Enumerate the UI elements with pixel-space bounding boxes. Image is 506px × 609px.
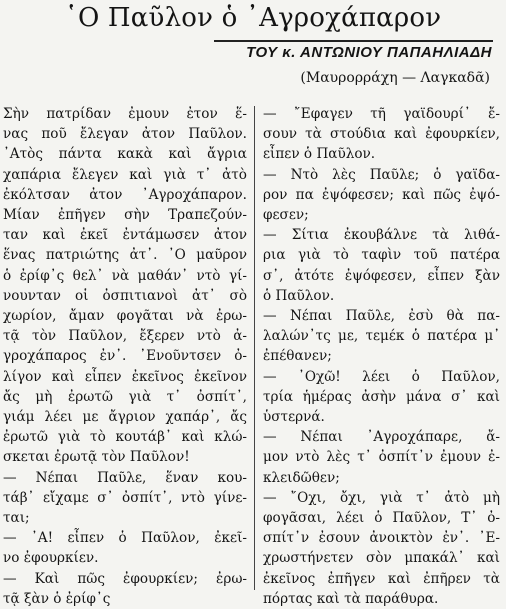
text-line: — Καὶ πῶς ἐφουρκίεν; ἐρω-	[3, 570, 247, 587]
text-line: — Ντὸ λὲς Παῦλε; ὁ γαϊδα-	[263, 166, 500, 183]
text-line: μον ντὸ λὲς τ᾿ ὀσπίτ᾿ν ἐμουν ἐ-	[263, 449, 500, 466]
text-line: — Νέπαι Παῦλε, ἐσὺ θὰ πα-	[263, 308, 500, 325]
text-line: ἄς μὴ ἐρωτῶ γιὰ τ᾿ ὀσπίτ᾿,	[3, 388, 247, 405]
text-line: χρωστήνετεν σὸν μπακάλ᾿ καὶ	[263, 550, 500, 567]
text-line: ὁ ἐρίφ᾿ς θελ᾿ νὰ μαθάν᾿ ντὸ γί-	[3, 267, 247, 284]
text-line: φεσεν;	[263, 207, 309, 224]
text-line: σπίτ᾿ν ἐσουν ἀνοικτὸν ἐν᾿. ᾿Ε-	[263, 530, 500, 547]
text-line: — ᾿Οχῶ! λέει ὁ Παῦλον,	[263, 368, 500, 385]
author-byline: ΤΟΥ κ. ΑΝΤΩΝΙΟΥ ΠΑΠΑΗΛΙΑΔΗ	[246, 44, 492, 61]
text-line: ὁ Παῦλον.	[263, 287, 335, 304]
article-title: ῾Ο Παῦλον ὁ ᾿Αγροχάπαρον	[64, 3, 442, 33]
text-line: ᾿Ατὸς πάντα κακὰ καὶ ἄγρια	[3, 146, 247, 163]
left-column	[3, 104, 247, 609]
text-line: γροχάπαρος ἐν᾿. ᾿Ενοῦντσεν ὀ-	[3, 348, 247, 365]
right-column	[263, 104, 500, 609]
text-line: τάβ᾿ εἴχαμε σ᾿ ὀσπίτ᾿, ντὸ γίνε-	[3, 489, 247, 506]
text-line: σκεται ἐρωτᾷ τὸν Παῦλον!	[3, 449, 190, 466]
text-line: — ῎Οχι, ὄχι, γιὰ τ᾿ ἀτὸ μὴ	[263, 489, 500, 506]
text-line: χωρίον, ἄμαν φογᾶται νὰ ἐρω-	[3, 308, 247, 325]
text-line: ταν καὶ ἐκεῖ ἐντάμωσεν ἀτον	[3, 227, 247, 244]
text-line: νας ποῦ ἔλεγαν ἀτον Παῦλον.	[3, 126, 247, 143]
author-location: (Μαυρορράχη — Λαγκαδᾶ)	[300, 70, 490, 86]
text-line: Σὴν πατρίδαν ἐμουν ἐτον ἕ-	[3, 106, 247, 122]
text-line: τᾷ τὸν Παῦλον, ἔξερεν ντὸ ἀ-	[3, 328, 247, 345]
text-line: χαπάρια ἔλεγεν καὶ γιὰ τ᾿ ἀτὸ	[3, 166, 247, 183]
text-line: λαλών᾿τς με, τεμέκ ὁ πατέρα μ᾿	[263, 328, 500, 345]
text-line: κλειδῶθεν;	[263, 469, 340, 486]
text-line: τᾷ ξὰν ὁ ἐρίφ᾿ς	[3, 590, 111, 607]
text-line: νο ἐφουρκίεν.	[3, 550, 99, 567]
text-line: — ᾿Α! εἶπεν ὁ Παῦλον, ἐκεῖ-	[3, 530, 247, 547]
text-line: ρια γιὰ τὸ ταφὶν τοῦ πατέρα	[263, 247, 500, 264]
text-line: ἐρωτῶ γιὰ τὸ κουτάβ᾿ καὶ κλώ-	[3, 429, 247, 446]
text-line: Μίαν ἐπῆγεν σὴν Τραπεζούν-	[3, 207, 247, 224]
column-divider	[254, 106, 255, 590]
text-line: σ᾿, ἀτότε ἐψόφεσεν, εἶπεν ξὰν	[263, 267, 500, 284]
text-line: λίγον καὶ εἶπεν ἐκεῖνος ἐκεῖνον	[3, 368, 247, 385]
text-line: εἶπεν ὁ Παῦλον.	[263, 146, 376, 163]
text-line: — Σίτια ἐκουβάλνε τὰ λιθά-	[263, 227, 500, 244]
text-line: τρία ἡμέρας ἀσὴν μάνα σ᾿ καὶ	[263, 388, 500, 405]
title-rule	[214, 40, 493, 42]
text-line: γιάμ λέει με ἄγριον χαπάρ᾿, ἄς	[3, 409, 247, 426]
text-line: ἐκόλτσαν ἀτον ᾿Αγροχάπαρον.	[3, 186, 247, 203]
text-line: ται;	[3, 510, 30, 527]
text-line: φογᾶσαι, λέει ὁ Παῦλον, Τ᾿ ὀ-	[263, 510, 500, 527]
text-line: ρον πα ἐψόφεσεν; καὶ πῶς ἐψό-	[263, 186, 500, 203]
text-line: πόρτας καὶ τὰ παράθυρα.	[263, 590, 439, 607]
text-line: ἐπέθανεν;	[263, 348, 332, 365]
text-line: ὑστερνά.	[263, 409, 325, 426]
text-line: ἐκεῖνος ἐπῆγεν καὶ ἐπῆρεν τὰ	[263, 570, 500, 587]
text-line: σουν τὰ στούδια καὶ ἐφουρκίεν,	[263, 126, 500, 143]
text-line: ἕνας πατριώτης ἀτ᾿. ᾿Ο μαῦρον	[3, 247, 247, 264]
text-line: — Νέπαι ᾿Αγροχάπαρε, ἄ-	[263, 429, 500, 446]
text-line: νουνταν οἱ ὀσπιτιανοὶ ἀτ᾿ σὸ	[3, 287, 247, 304]
text-line: — Νέπαι Παῦλε, ἕναν κου-	[3, 469, 247, 486]
text-line: — ῎Εφαγεν τῆ γαϊδουρί᾿ ἔ-	[263, 106, 500, 122]
